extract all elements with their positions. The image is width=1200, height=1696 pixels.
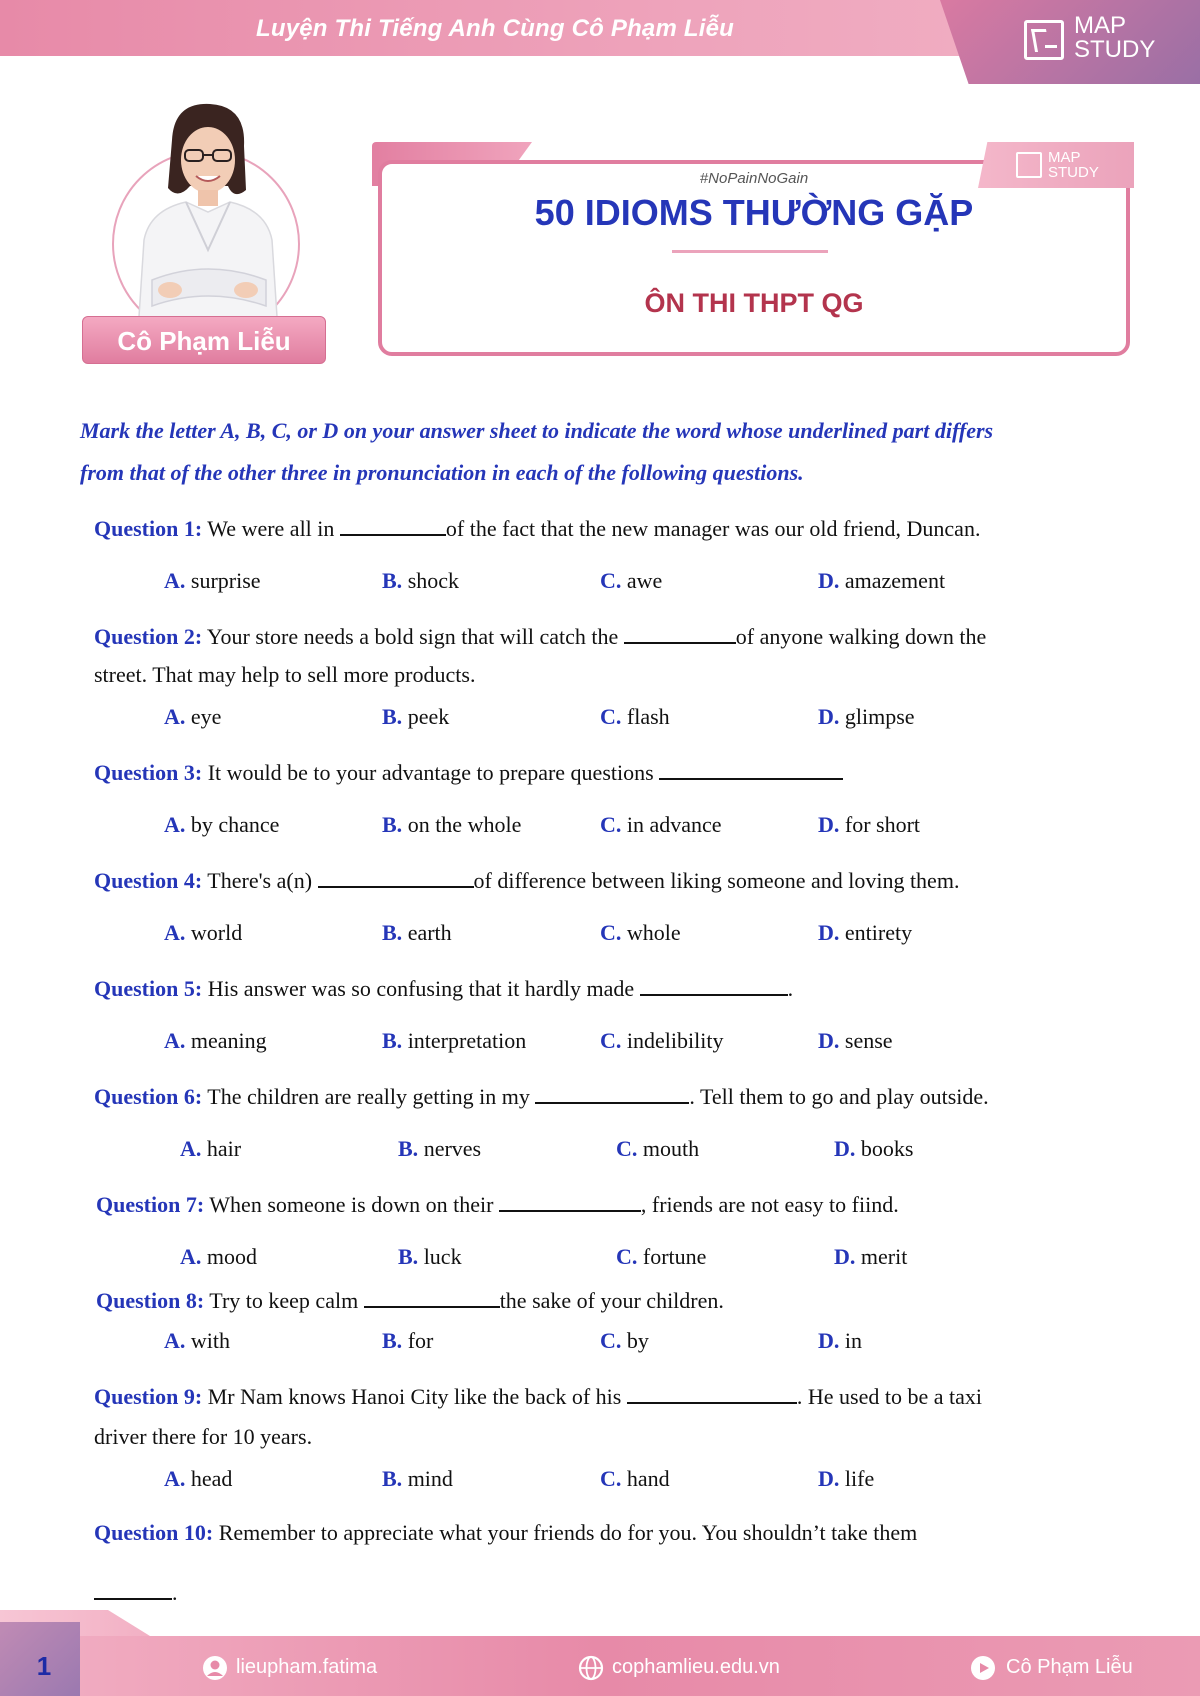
option-letter: A. bbox=[164, 920, 186, 945]
option-d[interactable] bbox=[818, 918, 912, 948]
document-title: 50 IDIOMS THƯỜNG GẶP bbox=[534, 192, 974, 233]
question-1 bbox=[94, 512, 980, 544]
option-d[interactable] bbox=[818, 702, 915, 732]
option-letter: B. bbox=[382, 1028, 403, 1053]
option-letter: B. bbox=[382, 568, 403, 593]
teacher-name-plate: Cô Phạm Liễu bbox=[82, 316, 326, 364]
answer-blank bbox=[627, 1380, 797, 1404]
option-text: by chance bbox=[190, 812, 280, 837]
option-text: hair bbox=[206, 1136, 242, 1161]
logo-background bbox=[940, 0, 1200, 84]
answer-blank bbox=[640, 972, 788, 996]
question-5 bbox=[94, 972, 793, 1004]
option-text: mind bbox=[407, 1466, 453, 1491]
option-text: for short bbox=[844, 812, 921, 837]
question-2-line-2: street. That may help to sell more products. bbox=[94, 662, 476, 687]
option-text: nerves bbox=[423, 1136, 482, 1161]
option-text: in advance bbox=[626, 812, 722, 837]
option-a[interactable] bbox=[164, 918, 242, 948]
option-d[interactable] bbox=[818, 1464, 874, 1494]
option-letter: C. bbox=[600, 1466, 622, 1491]
option-c[interactable] bbox=[600, 702, 670, 732]
option-a[interactable] bbox=[164, 702, 221, 732]
option-text: hand bbox=[626, 1466, 670, 1491]
question-6 bbox=[94, 1080, 989, 1112]
option-text: entirety bbox=[844, 920, 913, 945]
option-c[interactable] bbox=[600, 1326, 649, 1356]
option-text: shock bbox=[407, 568, 460, 593]
option-c[interactable] bbox=[616, 1242, 706, 1272]
question-text: There's a(n) bbox=[207, 868, 313, 893]
question-text: the sake of your children. bbox=[499, 1288, 724, 1313]
option-text: head bbox=[190, 1466, 233, 1491]
question-10-line-2 bbox=[94, 1576, 178, 1608]
instruction-line-1: Mark the letter A, B, C, or D on your answer sheet to indicate the word whose underlined part differs bbox=[80, 418, 994, 443]
banner-title: Luyện Thi Tiếng Anh Cùng Cô Phạm Liễu bbox=[255, 15, 735, 42]
question-8 bbox=[96, 1284, 724, 1316]
question-9-line-2: driver there for 10 years. bbox=[94, 1424, 313, 1449]
question-10 bbox=[94, 1518, 917, 1548]
mini-logo-line-2: STUDY bbox=[1048, 164, 1099, 181]
question-7 bbox=[96, 1188, 899, 1220]
option-letter: A. bbox=[164, 568, 186, 593]
question-label: Question 1: bbox=[94, 516, 203, 541]
option-letter: C. bbox=[600, 812, 622, 837]
question-text: When someone is down on their bbox=[209, 1192, 494, 1217]
option-text: interpretation bbox=[407, 1028, 527, 1053]
option-c[interactable] bbox=[600, 918, 681, 948]
question-text: His answer was so confusing that it hardly made bbox=[207, 976, 635, 1001]
option-letter: A. bbox=[180, 1136, 202, 1161]
question-text: We were all in bbox=[207, 516, 335, 541]
option-text: flash bbox=[626, 704, 670, 729]
option-text: world bbox=[190, 920, 243, 945]
user-icon bbox=[202, 1655, 228, 1681]
option-text: for bbox=[407, 1328, 434, 1353]
answer-blank bbox=[624, 620, 736, 644]
logo-line-2: STUDY bbox=[1074, 36, 1156, 63]
option-letter: B. bbox=[398, 1136, 419, 1161]
question-text: . He used to be a taxi bbox=[796, 1384, 982, 1409]
option-d[interactable] bbox=[818, 566, 945, 596]
question-label: Question 2: bbox=[94, 624, 203, 649]
option-text: amazement bbox=[844, 568, 946, 593]
question-label: Question 7: bbox=[96, 1192, 205, 1217]
option-text: books bbox=[860, 1136, 914, 1161]
option-c[interactable] bbox=[600, 810, 722, 840]
question-9 bbox=[94, 1380, 982, 1412]
option-letter: D. bbox=[818, 920, 840, 945]
option-letter: C. bbox=[600, 704, 622, 729]
question-text: The children are really getting in my bbox=[207, 1084, 530, 1109]
instruction-line-2: from that of the other three in pronunciation in each of the following questions. bbox=[80, 460, 804, 485]
option-letter: A. bbox=[164, 1328, 186, 1353]
option-letter: C. bbox=[600, 920, 622, 945]
option-b[interactable] bbox=[382, 918, 452, 948]
option-b[interactable] bbox=[398, 1134, 481, 1164]
option-letter: D. bbox=[834, 1136, 856, 1161]
question-text: Your store needs a bold sign that will catch the bbox=[206, 624, 619, 649]
title-divider bbox=[672, 250, 828, 253]
option-letter: B. bbox=[382, 1328, 403, 1353]
option-d[interactable] bbox=[818, 1326, 862, 1356]
question-text: Remember to appreciate what your friends do for you. You shouldn’t take them bbox=[218, 1520, 918, 1545]
option-text: surprise bbox=[190, 568, 261, 593]
option-a[interactable] bbox=[180, 1242, 257, 1272]
question-text: . bbox=[787, 976, 794, 1001]
option-text: on the whole bbox=[407, 812, 522, 837]
question-label: Question 6: bbox=[94, 1084, 203, 1109]
question-label: Question 5: bbox=[94, 976, 203, 1001]
question-text: Mr Nam knows Hanoi City like the back of his bbox=[207, 1384, 622, 1409]
option-a[interactable] bbox=[164, 1326, 230, 1356]
mini-logo-line-1: MAP bbox=[1048, 149, 1081, 166]
option-a[interactable] bbox=[164, 566, 261, 596]
question-label: Question 3: bbox=[94, 760, 203, 785]
option-text: whole bbox=[626, 920, 681, 945]
option-c[interactable] bbox=[600, 1026, 723, 1056]
option-text: glimpse bbox=[844, 704, 915, 729]
page-number: 1 bbox=[36, 1651, 52, 1681]
option-text: fortune bbox=[642, 1244, 707, 1269]
option-letter: D. bbox=[818, 568, 840, 593]
question-text: , friends are not easy to fiind. bbox=[640, 1192, 899, 1217]
option-d[interactable] bbox=[818, 810, 920, 840]
option-text: indelibility bbox=[626, 1028, 724, 1053]
footer-youtube[interactable] bbox=[970, 1650, 1133, 1684]
option-letter: A. bbox=[180, 1244, 202, 1269]
teacher-portrait bbox=[120, 100, 290, 332]
youtube-channel: Cô Phạm Liễu bbox=[1006, 1656, 1133, 1678]
option-b[interactable] bbox=[382, 1326, 433, 1356]
question-text: It would be to your advantage to prepare questions bbox=[207, 760, 654, 785]
option-text: in bbox=[844, 1328, 863, 1353]
hashtag: #NoPainNoGain bbox=[699, 170, 809, 187]
option-text: merit bbox=[860, 1244, 908, 1269]
option-letter: B. bbox=[382, 920, 403, 945]
question-text: of the fact that the new manager was our old friend, Duncan. bbox=[445, 516, 981, 541]
option-text: awe bbox=[626, 568, 663, 593]
option-letter: B. bbox=[382, 812, 403, 837]
option-letter: A. bbox=[164, 812, 186, 837]
option-letter: A. bbox=[164, 1466, 186, 1491]
option-text: meaning bbox=[190, 1028, 267, 1053]
answer-blank bbox=[535, 1080, 689, 1104]
map-study-logo-icon bbox=[1024, 20, 1064, 60]
option-letter: A. bbox=[164, 1028, 186, 1053]
option-c[interactable] bbox=[600, 566, 662, 596]
question-text: of anyone walking down the bbox=[735, 624, 987, 649]
instruction-text bbox=[80, 410, 1120, 494]
document-subtitle: ÔN THI THPT QG bbox=[644, 288, 864, 318]
option-c[interactable] bbox=[600, 1464, 670, 1494]
option-text: by bbox=[626, 1328, 649, 1353]
option-letter: C. bbox=[600, 568, 622, 593]
option-letter: D. bbox=[818, 1028, 840, 1053]
option-text: sense bbox=[844, 1028, 893, 1053]
option-letter: C. bbox=[616, 1136, 638, 1161]
logo-line-1: MAP bbox=[1074, 12, 1127, 39]
question-2 bbox=[94, 620, 986, 652]
option-letter: D. bbox=[818, 1466, 840, 1491]
option-letter: D. bbox=[818, 704, 840, 729]
option-a[interactable] bbox=[164, 1464, 232, 1494]
footer-website[interactable] bbox=[578, 1650, 780, 1684]
option-a[interactable] bbox=[180, 1134, 241, 1164]
question-text: . Tell them to go and play outside. bbox=[689, 1084, 989, 1109]
option-letter: C. bbox=[616, 1244, 638, 1269]
option-b[interactable] bbox=[398, 1242, 462, 1272]
option-b[interactable] bbox=[382, 1464, 453, 1494]
option-letter: A. bbox=[164, 704, 186, 729]
option-text: mood bbox=[206, 1244, 258, 1269]
option-b[interactable] bbox=[382, 1026, 526, 1056]
option-letter: D. bbox=[818, 1328, 840, 1353]
answer-blank bbox=[499, 1188, 641, 1212]
option-a[interactable] bbox=[164, 810, 279, 840]
option-text: mouth bbox=[642, 1136, 700, 1161]
option-text: eye bbox=[190, 704, 222, 729]
question-4 bbox=[94, 864, 959, 896]
question-label: Question 9: bbox=[94, 1384, 203, 1409]
option-b[interactable] bbox=[382, 810, 521, 840]
option-letter: B. bbox=[382, 1466, 403, 1491]
answer-blank bbox=[659, 756, 843, 780]
answer-blank bbox=[364, 1284, 500, 1308]
option-text: earth bbox=[407, 920, 452, 945]
question-label: Question 4: bbox=[94, 868, 203, 893]
option-text: life bbox=[844, 1466, 875, 1491]
answer-blank bbox=[340, 512, 446, 536]
option-text: with bbox=[190, 1328, 231, 1353]
footer-facebook[interactable] bbox=[202, 1650, 377, 1684]
option-letter: C. bbox=[600, 1328, 622, 1353]
title-frame bbox=[378, 160, 1130, 356]
option-text: luck bbox=[423, 1244, 462, 1269]
option-d[interactable] bbox=[834, 1242, 907, 1272]
option-a[interactable] bbox=[164, 1026, 267, 1056]
facebook-handle: lieupham.fatima bbox=[236, 1656, 378, 1678]
website-url: cophamlieu.edu.vn bbox=[612, 1656, 780, 1678]
question-label: Question 8: bbox=[96, 1288, 205, 1313]
answer-blank bbox=[318, 864, 474, 888]
option-letter: D. bbox=[834, 1244, 856, 1269]
option-letter: B. bbox=[382, 704, 403, 729]
option-c[interactable] bbox=[616, 1134, 699, 1164]
answer-blank bbox=[94, 1576, 172, 1600]
option-d[interactable] bbox=[818, 1026, 893, 1056]
option-b[interactable] bbox=[382, 566, 459, 596]
map-study-logo-text bbox=[1074, 14, 1155, 62]
question-text: . bbox=[172, 1580, 178, 1605]
option-d[interactable] bbox=[834, 1134, 913, 1164]
question-3 bbox=[94, 756, 843, 788]
option-letter: C. bbox=[600, 1028, 622, 1053]
question-text: Try to keep calm bbox=[209, 1288, 359, 1313]
youtube-icon bbox=[970, 1655, 998, 1681]
option-letter: D. bbox=[818, 812, 840, 837]
option-letter: B. bbox=[398, 1244, 419, 1269]
question-label: Question 10: bbox=[94, 1520, 214, 1545]
globe-icon bbox=[578, 1655, 604, 1681]
question-text: of difference between liking someone and loving them. bbox=[473, 868, 960, 893]
option-b[interactable] bbox=[382, 702, 449, 732]
option-text: peek bbox=[407, 704, 450, 729]
